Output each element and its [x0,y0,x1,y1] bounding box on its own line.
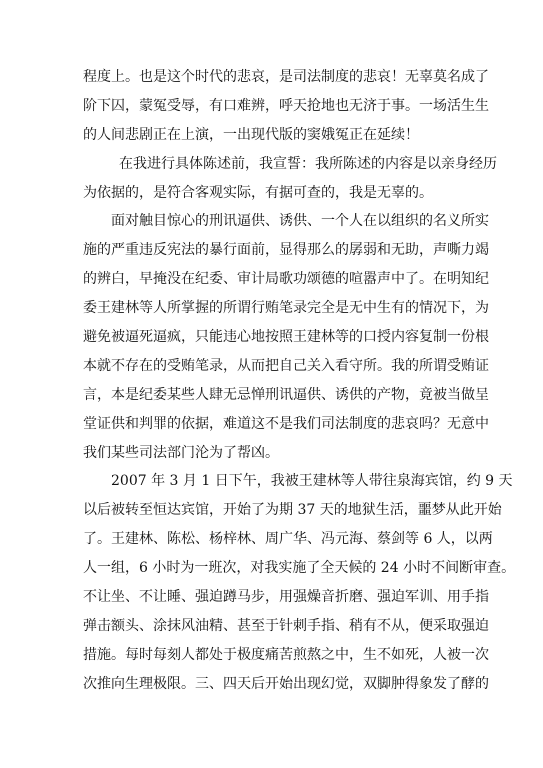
paragraph-2 [83,150,497,208]
text-line: 堂证供和判罪的依据，难道这不是我们司法制度的悲哀吗？无意中 [83,415,489,432]
text-line: 我们某些司法部门沦为了帮凶。 [83,444,279,461]
text-line: 避免被逼死逼疯，只能违心地按照王建林等的口授内容复制一份根 [83,329,489,346]
paragraph-3 [83,207,489,467]
text-line: 的人间悲剧正在上演，一出现代版的窦娥冤正在延续！ [83,126,419,143]
text-line: 为依据的，是符合客观实际，有据可查的，我是无辜的。 [83,184,433,201]
text-line: 本就不存在的受贿笔录，从而把自己关入看守所。我的所谓受贿证 [83,357,489,374]
text-line: 程度上。也是这个时代的悲哀，是司法制度的悲哀！无辜莫名成了 [83,69,489,85]
text-line: 面对触目惊心的刑讯逼供、诱供、一个人在以组织的名义所实 [111,213,489,230]
text-line: 人一组，6 小时为一班次，对我实施了全天候的 24 小时不间断审查。 [83,560,516,577]
text-line: 阶下囚，蒙冤受辱，有口难辨，呼天抢地也无济于事。一场活生生 [83,97,489,114]
text-line: 了。王建林、陈松、杨梓林、周广华、冯元海、蔡剑等 6 人，以两 [83,531,493,548]
text-line: 次推向生理极限。三、四天后开始出现幻觉，双脚肿得象发了酵的 [83,675,489,692]
text-line: 施的严重违反宪法的暴行面前，显得那么的孱弱和无助，声嘶力竭 [83,242,489,259]
paragraph-4 [83,467,516,698]
text-line: 的辨白，早掩没在纪委、审计局歌功颂德的喧嚣声中了。在明知纪 [83,271,489,288]
text-line: 言，本是纪委某些人肆无忌惮刑讯逼供、诱供的产物，竟被当做呈 [83,386,489,403]
text-line: 2007 年 3 月 1 日下午，我被王建林等人带往泉海宾馆，约 9 天 [111,473,513,490]
text-line: 弹击额头、涂抹风油精、甚至于针刺手指、稍有不从，便采取强迫 [83,617,489,634]
text-line: 措施。每时每刻人都处于极度痛苦煎熬之中，生不如死，人被一次 [83,646,489,663]
paragraph-1 [83,63,489,150]
text-line: 以后被转至恒达宾馆，开始了为期 37 天的地狱生活，噩梦从此开始 [83,502,502,519]
text-line: 在我进行具体陈述前，我宣誓：我所陈述的内容是以亲身经历 [119,155,497,172]
text-line: 不让坐、不让睡、强迫蹲马步，用强燥音折磨、强迫军训、用手指 [83,589,489,606]
document-body [83,63,516,699]
text-line: 委王建林等人所掌握的所谓行贿笔录完全是无中生有的情况下，为 [83,300,489,317]
